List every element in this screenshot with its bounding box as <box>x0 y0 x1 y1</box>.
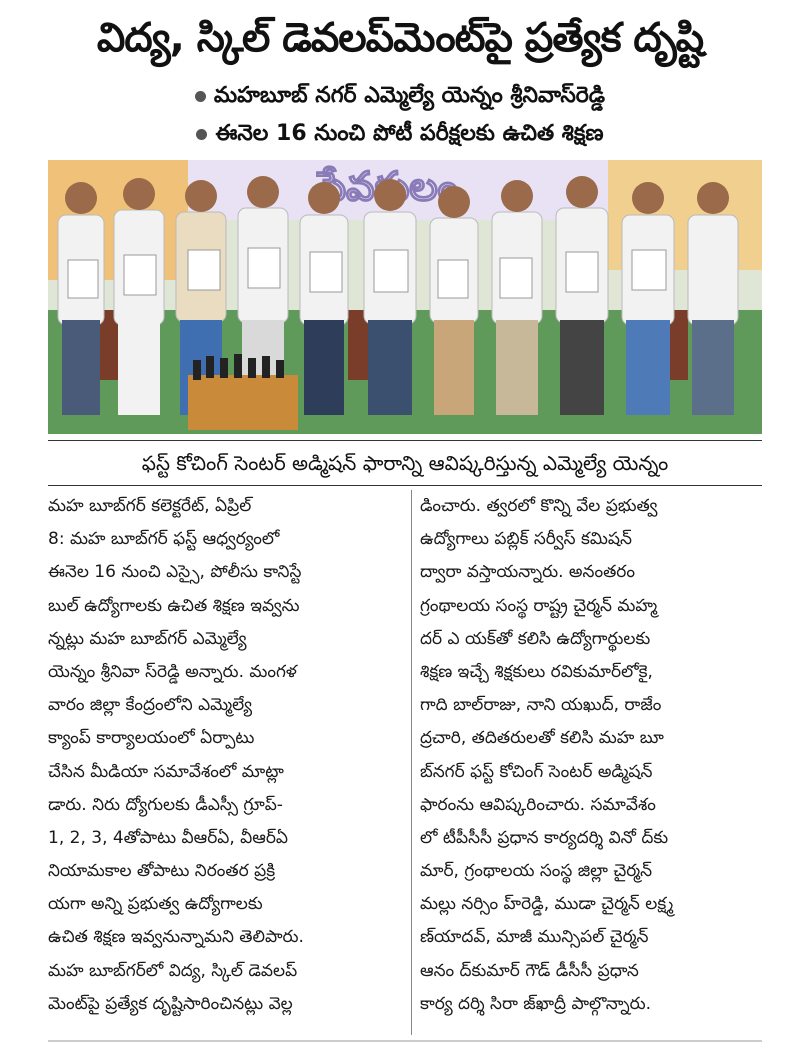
article-line: దర్ ఎ యక్‌తో కలిసి ఉద్యోగార్థులకు <box>420 628 651 649</box>
article-column-left <box>48 490 408 1021</box>
bottom-rule <box>48 1040 762 1042</box>
subheadline-text: మహబూబ్ నగర్ ఎమ్మెల్యే యెన్నం శ్రీనివాస్‌రెడ్డి <box>213 83 606 108</box>
article-line: మహ బూబ్‌గర్ కలెక్టరేట్, ఏప్రిల్ <box>48 496 252 516</box>
article-line: క్యాంప్ కార్యాలయంలో ఏర్పాటు <box>48 728 255 749</box>
headline: విద్య, స్కిల్ డెవలప్‌మెంట్‌పై ప్రత్యేక దృష్టి <box>96 15 704 61</box>
article-column-right <box>420 490 762 1021</box>
article-line: బుల్ ఉద్యోగాలకు ఉచిత శిక్షణ ఇవ్వను <box>48 595 300 616</box>
subheadline-bullet <box>0 118 800 150</box>
article-line: ఫారంను ఆవిష్కరించారు. సమావేశం <box>420 794 656 815</box>
article-line: చేసిన మీడియా సమావేశంలో మాట్లా <box>48 761 284 782</box>
news-photo <box>48 160 762 434</box>
article-line: ణ్‌యాదవ్, మాజీ మున్సిపల్ చైర్మన్ <box>420 927 649 948</box>
article-line: 8: మహ బూబ్‌గర్ ఫస్ట్ ఆధ్వర్యంలో <box>48 529 280 550</box>
article-line: న్నట్లు మహ బూబ్‌గర్ ఎమ్మెల్యే <box>48 628 247 649</box>
article-line: ద్వారా వస్తాయన్నారు. అనంతరం <box>420 562 636 583</box>
article-line: లో టీపీసీసీ ప్రధాన కార్యదర్శి వినో ద్‌కు <box>420 827 669 848</box>
article-line: ఉచిత శిక్షణ ఇవ్వనున్నామని తెలిపారు. <box>48 927 304 948</box>
article-line: గ్రంథాలయ సంస్థ రాష్ట్ర చైర్మన్ మహ్మ <box>420 595 658 616</box>
article-line: మహ బూబ్‌గర్‌లో విద్య, స్కిల్ డెవలప్ <box>48 960 298 981</box>
article-line: డారు. నిరు ద్యోగులకు డీఎస్సీ గ్రూప్- <box>48 794 283 815</box>
article-line: వారం జిల్లా కేంద్రంలోని ఎమ్మెల్యే <box>48 695 252 716</box>
article-line: మార్, గ్రంథాలయ సంస్థ జిల్లా చైర్మన్ <box>420 861 653 882</box>
photo-caption: ఫస్ట్ కోచింగ్ సెంటర్ అడ్మిషన్ ఫారాన్ని ఆవిష్కరిస్తున్న ఎమ్మెల్యే యెన్నం <box>48 440 762 486</box>
article-line: మల్లు నర్సిం హ్‌రెడ్డి, ముడా చైర్మన్ లక్ష్మ <box>420 894 674 915</box>
podium-table <box>188 375 298 430</box>
group-photo-illustration <box>48 160 762 434</box>
article-line: కార్య దర్శి సిరా జ్‌ఖాద్రీ పాల్గొన్నారు. <box>420 993 652 1014</box>
bullet-icon <box>195 91 206 102</box>
article-line: ఈనెల 16 నుంచి ఎస్సై, పోలీసు కానిస్టే <box>48 562 302 583</box>
article-line: ఉద్యోగాలు పబ్లిక్ సర్వీస్ కమిషన్ <box>420 529 632 550</box>
subheadline-bullet <box>0 80 800 112</box>
article-line: మెంట్‌పై ప్రత్యేక దృష్టిసారించినట్లు వెల్ల <box>48 993 293 1014</box>
article-line: 1, 2, 3, 4తోపాటు వీఆర్‌ఏ, వీఆర్‌ఏ <box>48 827 289 848</box>
article-line: ఆనం ద్‌కుమార్ గౌడ్ డీసీసీ ప్రధాన <box>420 960 639 981</box>
subheadline-text: ఈనెల 16 నుంచి పోటీ పరీక్షలకు ఉచిత శిక్షణ <box>215 121 604 146</box>
article-line: యెన్నం శ్రీనివా స్‌రెడ్డి అన్నారు. మంగళ <box>48 661 297 682</box>
article-line: డించారు. త్వరలో కొన్ని వేల ప్రభుత్వ <box>420 496 658 516</box>
article-line: గాది బాల్‌రాజు, నాని యఖుద్, రాజేం <box>420 695 662 716</box>
column-divider <box>411 490 412 1035</box>
bullet-icon <box>196 129 207 140</box>
article-line: శిక్షణ ఇచ్చే శిక్షకులు రవికుమార్‌లోకై, <box>420 661 653 682</box>
article-line: ద్రచారి, తదితరులతో కలిసి మహ బూ <box>420 728 664 749</box>
article-line: యగా అన్ని ప్రభుత్వ ఉద్యోగాలకు <box>48 894 263 915</box>
article-line: బ్‌నగర్ ఫస్ట్ కోచింగ్ సెంటర్ అడ్మిషన్ <box>420 761 653 782</box>
article-line: నియామకాల తోపాటు నిరంతర ప్రక్రి <box>48 861 276 882</box>
